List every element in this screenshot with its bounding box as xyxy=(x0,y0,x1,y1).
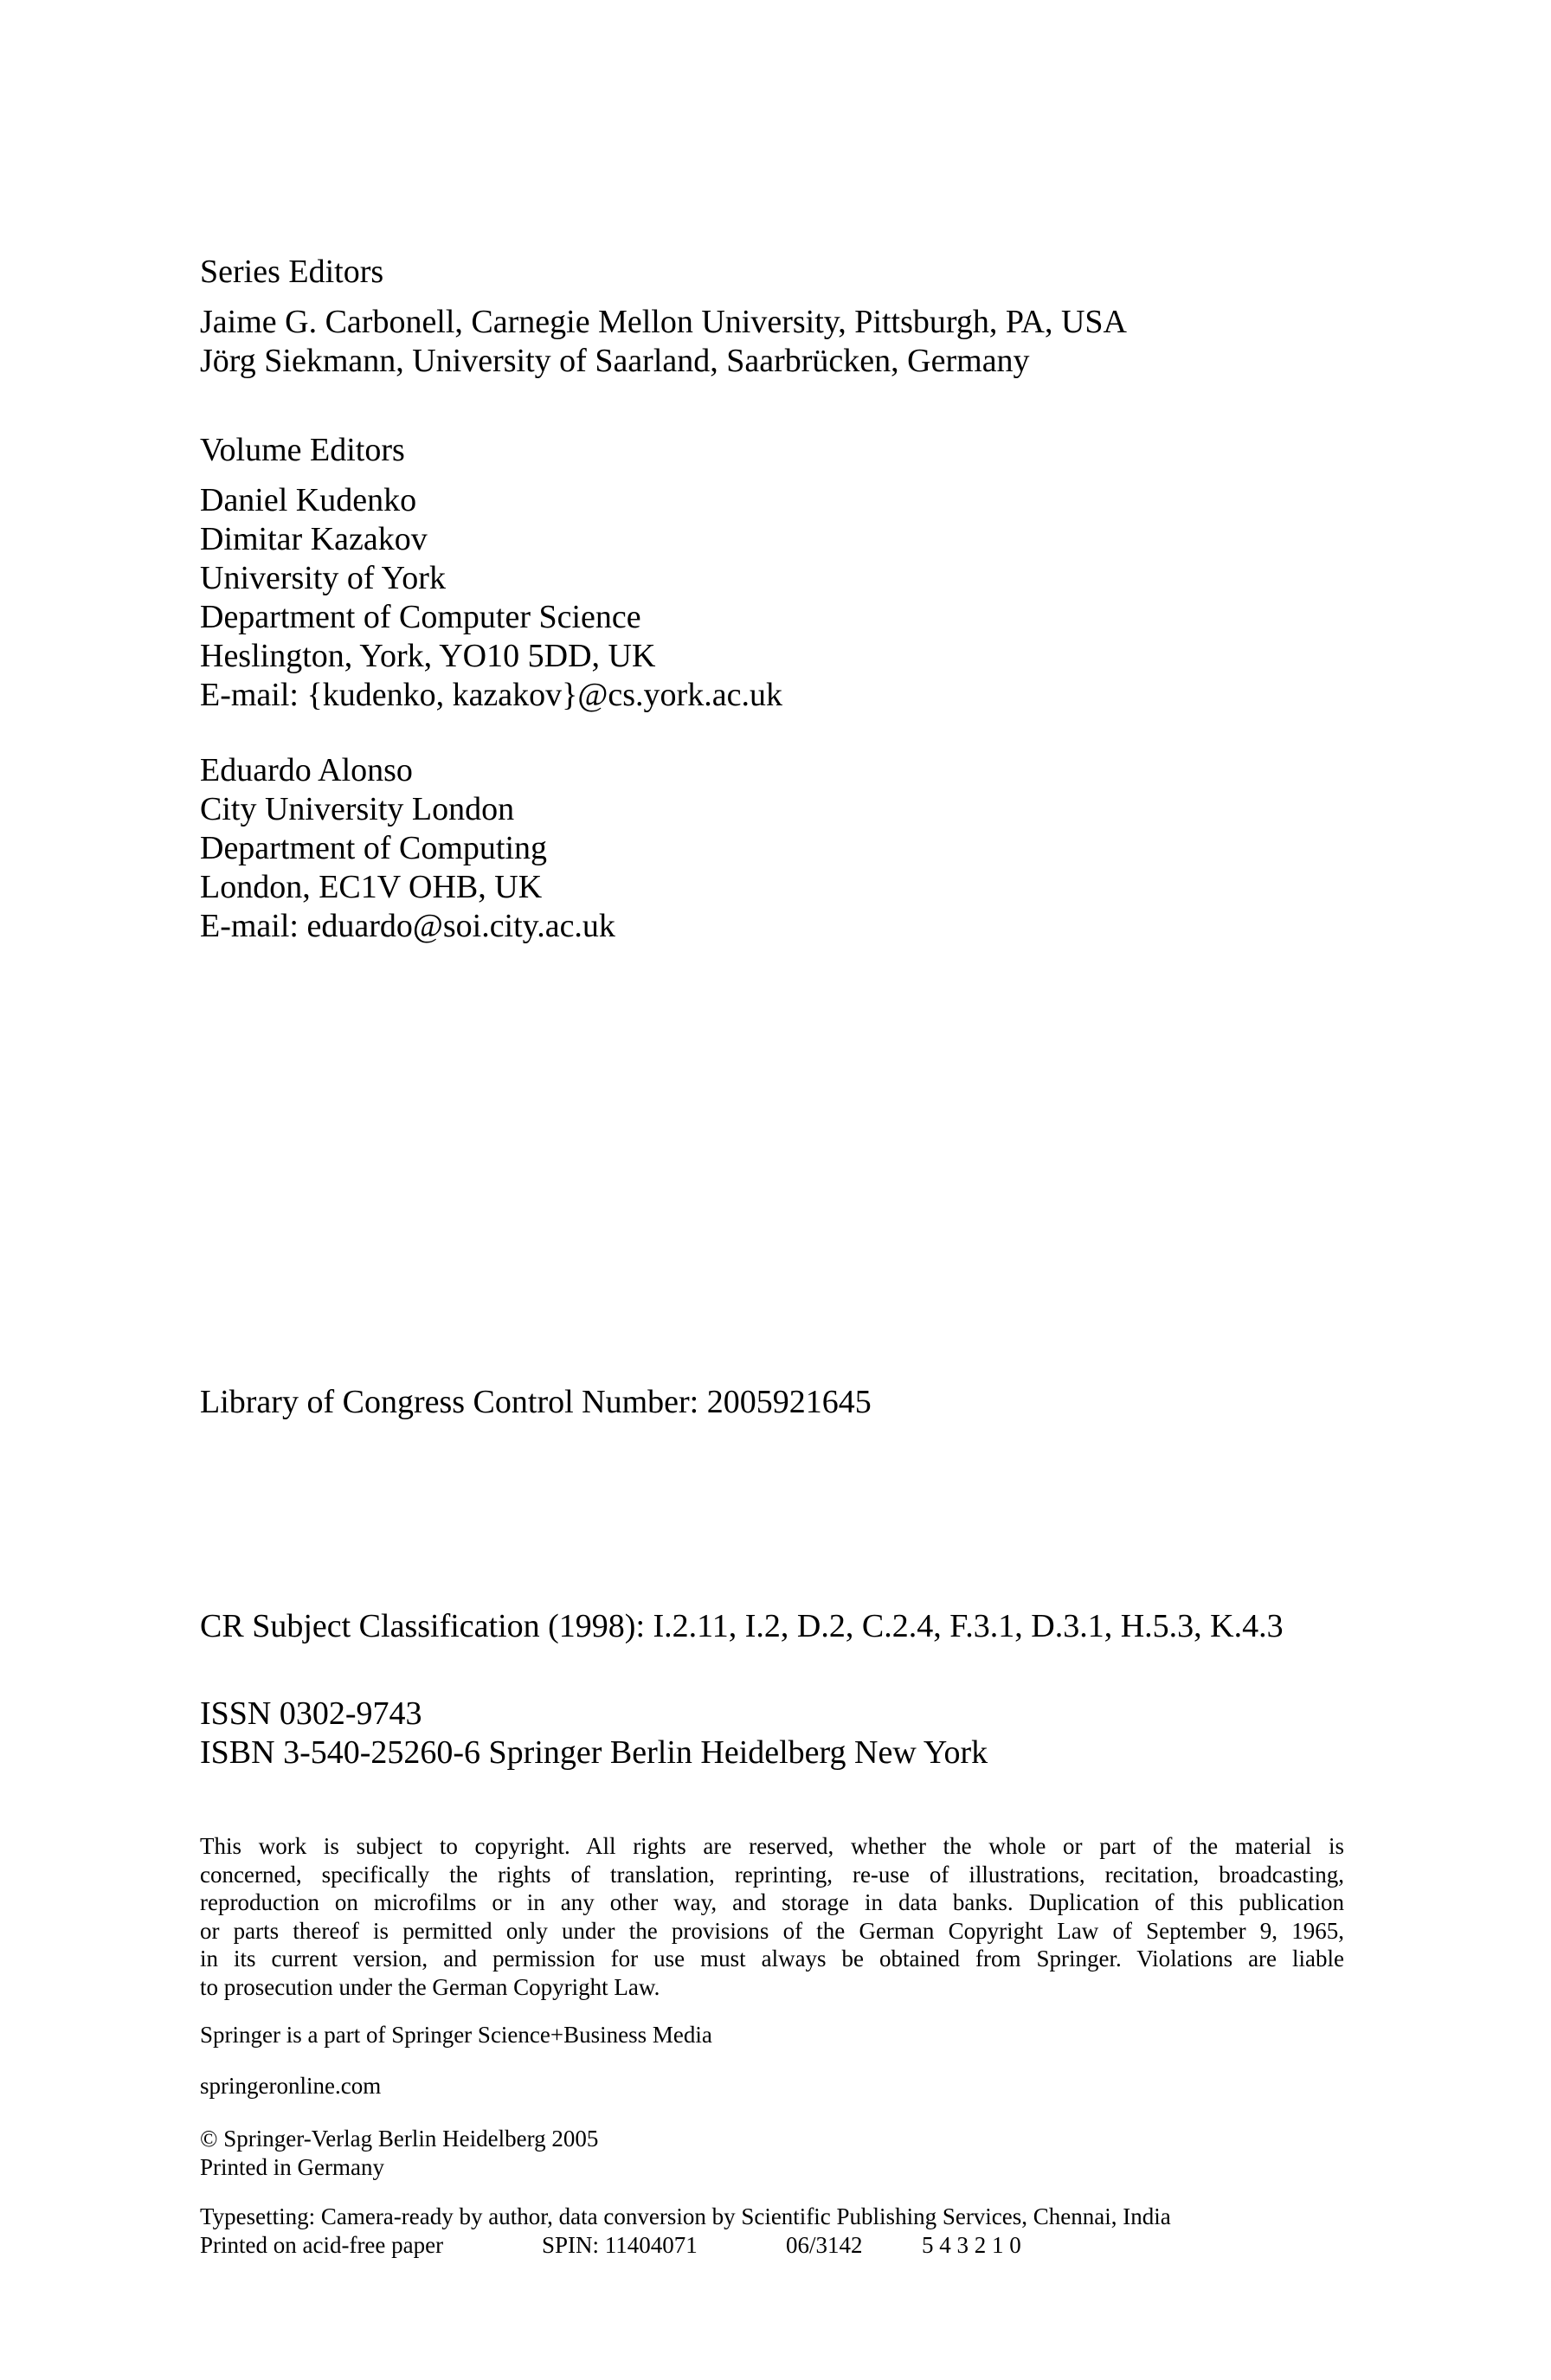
isbn: ISBN 3-540-25260-6 Springer Berlin Heidelberg New York xyxy=(200,1734,988,1771)
copyright-section xyxy=(200,2125,598,2181)
print-info-row xyxy=(200,2231,1171,2260)
print-code: 06/3142 xyxy=(786,2231,863,2258)
series-editors-heading: Series Editors xyxy=(200,254,384,290)
print-run-numbers: 5 4 3 2 1 0 xyxy=(922,2231,1021,2258)
springer-part: Springer is a part of Springer Science+Business Media xyxy=(200,2022,712,2048)
editor-line: City University London xyxy=(200,791,515,827)
volume-editors-heading: Volume Editors xyxy=(200,432,405,468)
copyright-notice xyxy=(200,1832,1344,2001)
editor-line: Heslington, York, YO10 5DD, UK xyxy=(200,638,656,674)
editor-line: London, EC1V OHB, UK xyxy=(200,869,543,905)
cr-subject-classification: CR Subject Classification (1998): I.2.11, I.2, D.2, C.2.4, F.3.1, D.3.1, H.5.3, K.4.3 xyxy=(200,1608,1284,1644)
editor-line: Daniel Kudenko xyxy=(200,482,417,518)
volume-editors-section xyxy=(200,431,782,715)
volume-editor-group-york xyxy=(200,481,782,715)
editor-line: Department of Computing xyxy=(200,830,548,866)
editor-line: Dimitar Kazakov xyxy=(200,521,428,557)
typesetting-section xyxy=(200,2203,1171,2259)
issn: ISSN 0302-9743 xyxy=(200,1695,422,1732)
editor-line: University of York xyxy=(200,560,446,596)
editor-line: Eduardo Alonso xyxy=(200,752,413,788)
volume-editor-group-city xyxy=(200,751,615,946)
editor-line: Department of Computer Science xyxy=(200,599,641,635)
copyright-page xyxy=(200,0,1351,2380)
loc-control-number: Library of Congress Control Number: 2005921645 xyxy=(200,1384,872,1420)
typesetting: Typesetting: Camera-ready by author, data conversion by Scientific Publishing Services, Chennai, India xyxy=(200,2203,1171,2229)
issn-isbn-section xyxy=(200,1695,988,1772)
printed-in: Printed in Germany xyxy=(200,2153,384,2180)
copyright-notice-line: in its current version, and permission for use must always be obtained from Springer. Violations are liable xyxy=(200,1946,1344,1972)
printed-on-paper: Printed on acid-free paper xyxy=(200,2231,444,2258)
series-editors-section xyxy=(200,253,1127,381)
spin-number: SPIN: 11404071 xyxy=(542,2231,698,2258)
editor-email: E-mail: {kudenko, kazakov}@cs.york.ac.uk xyxy=(200,677,782,713)
copyright-notice-line: concerned, specifically the rights of translation, reprinting, re-use of illustrations, recitation, broadcasting, xyxy=(200,1861,1344,1888)
editor-email: E-mail: eduardo@soi.city.ac.uk xyxy=(200,908,615,944)
website: springeronline.com xyxy=(200,2073,382,2099)
copyright-notice-line: reproduction on microfilms or in any other way, and storage in data banks. Duplication of this publication xyxy=(200,1889,1344,1915)
copyright-notice-line: This work is subject to copyright. All rights are reserved, whether the whole or part of the material is xyxy=(200,1833,1344,1859)
series-editor-line: Jaime G. Carbonell, Carnegie Mellon University, Pittsburgh, PA, USA xyxy=(200,304,1127,340)
series-editor-line: Jörg Siekmann, University of Saarland, Saarbrücken, Germany xyxy=(200,343,1030,379)
copyright-notice-line: to prosecution under the German Copyright Law. xyxy=(200,1973,660,2000)
copyright-notice-line: or parts thereof is permitted only under the provisions of the German Copyright Law of September 9, 1965, xyxy=(200,1917,1344,1944)
copyright-line: © Springer-Verlag Berlin Heidelberg 2005 xyxy=(200,2126,599,2152)
